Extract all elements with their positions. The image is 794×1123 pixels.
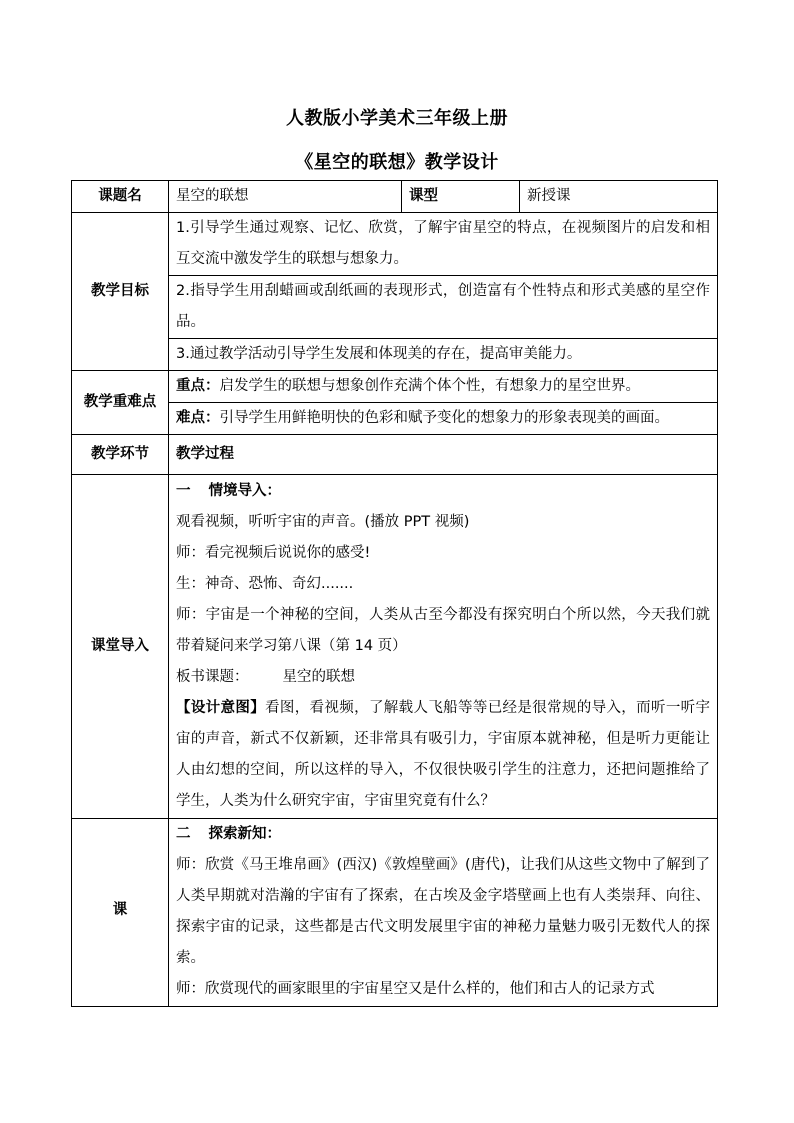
label-objectives: 教学目标 xyxy=(72,213,169,371)
table-row xyxy=(72,371,718,403)
intro-line: 师：宇宙是一个神秘的空间，人类从古至今都没有探究明白个所以然，今天我们就带着疑问来学习第八课（第 14 页） xyxy=(176,607,710,654)
value-teaching-process: 教学过程 xyxy=(169,435,718,475)
explore-line: 师：欣赏《马王堆帛画》(西汉)《敦煌壁画》(唐代)，让我们从这些文物中了解到了人类早期就对浩瀚的宇宙有了探索，在古埃及金字塔壁画上也有人类崇拜、向往、探索宇宙的记录，这些都是古代文明发展里宇宙的神秘力量魅力吸引无数代人的探索。 xyxy=(176,857,710,966)
table-row xyxy=(72,435,718,475)
document-subtitle: 《星空的联想》教学设计 xyxy=(295,152,499,173)
board-value: 星空的联想 xyxy=(282,669,355,685)
explore-content xyxy=(169,819,718,1007)
design-text: 看图，看视频，了解载人飞船等等已经是很常规的导入，而听一听宇宙的声音，新式不仅新颖，还非常具有吸引力，宇宙原本就神秘，但是听力更能让人由幻想的空间，所以这样的导入，不仅很快吸引学生的注意力，还把问题推给了学生，人类为什么研究宇宙，宇宙里究竟有什么？ xyxy=(176,700,711,809)
value-lesson-name: 星空的联想 xyxy=(169,181,402,213)
table-row xyxy=(72,181,718,213)
table-row xyxy=(72,213,718,276)
explore-heading-num: 二 xyxy=(176,826,191,842)
difficulty-label: 难点： xyxy=(176,410,220,426)
design-intent xyxy=(176,693,710,817)
objective-2: 2.指导学生用刮蜡画或刮纸画的表现形式，创造富有个性特点和形式美感的星空作品。 xyxy=(169,276,718,339)
intro-content xyxy=(169,475,718,819)
explore-heading xyxy=(176,819,710,850)
explore-line: 师：欣赏现代的画家眼里的宇宙星空又是什么样的，他们和古人的记录方式 xyxy=(176,981,655,997)
lesson-plan-table xyxy=(71,180,718,1007)
objective-1: 1.引导学生通过观察、记忆、欣赏，了解宇宙星空的特点，在视频图片的启发和相互交流中激发学生的联想与想象力。 xyxy=(169,213,718,276)
intro-heading xyxy=(176,476,710,507)
table-row xyxy=(72,403,718,435)
label-key-points: 教学重难点 xyxy=(72,371,169,435)
intro-heading-text: 情境导入： xyxy=(208,483,281,499)
document-title: 人教版小学美术三年级上册 xyxy=(286,108,508,129)
explore-heading-text: 探索新知： xyxy=(208,826,281,842)
focus-text: 启发学生的联想与想象创作充满个体个性，有想象力的星空世界。 xyxy=(219,378,640,394)
intro-line: 师：看完视频后说说你的感受! xyxy=(176,545,371,561)
key-point-focus xyxy=(169,371,718,403)
label-intro: 课堂导入 xyxy=(72,475,169,819)
label-teaching-stage: 教学环节 xyxy=(72,435,169,475)
intro-heading-num: 一 xyxy=(176,483,191,499)
table-row xyxy=(72,276,718,339)
label-lesson-type: 课型 xyxy=(402,181,520,213)
value-lesson-type: 新授课 xyxy=(520,181,718,213)
label-explore: 课 xyxy=(72,819,169,1007)
table-row xyxy=(72,475,718,819)
board-topic xyxy=(176,662,710,693)
table-row xyxy=(72,819,718,1007)
difficulty-text: 引导学生用鲜艳明快的色彩和赋予变化的想象力的形象表现美的画面。 xyxy=(219,410,669,426)
design-label: 【设计意图】 xyxy=(176,700,266,716)
table-row xyxy=(72,339,718,371)
intro-line: 生：神奇、恐怖、奇幻....... xyxy=(176,576,354,592)
label-lesson-name: 课题名 xyxy=(72,181,169,213)
board-label: 板书课题： xyxy=(176,669,249,685)
focus-label: 重点： xyxy=(176,378,220,394)
objective-3: 3.通过教学活动引导学生发展和体现美的存在，提高审美能力。 xyxy=(169,339,718,371)
intro-line: 观看视频，听听宇宙的声音。(播放 PPT 视频) xyxy=(176,514,470,530)
key-point-difficulty xyxy=(169,403,718,435)
